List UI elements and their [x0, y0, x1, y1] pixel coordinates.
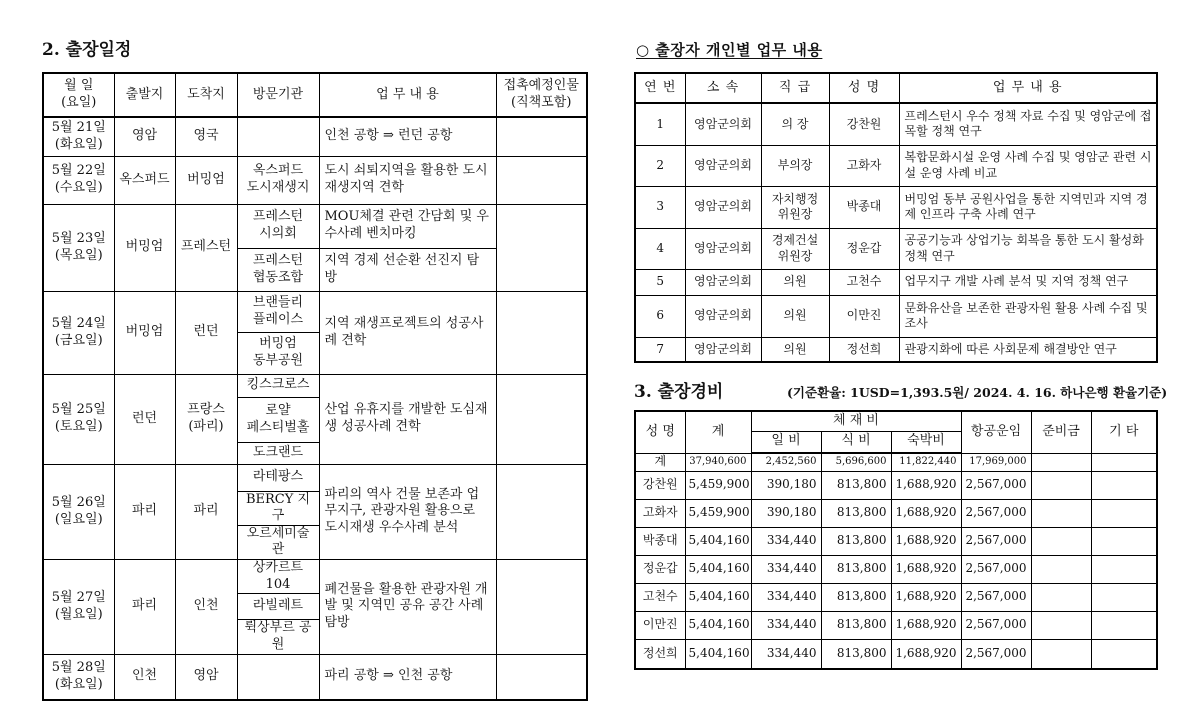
- position-cell: 부의장: [761, 145, 829, 186]
- institution-cell: 뤽상부르 공원: [237, 620, 319, 654]
- header-affiliation: 소 속: [685, 73, 761, 103]
- header-name: 성 명: [829, 73, 899, 103]
- airfare-cell: 2,567,000: [961, 527, 1031, 555]
- schedule-header-row: [43, 73, 587, 117]
- lodging-cell: 1,688,920: [891, 527, 961, 555]
- schedule-row: [43, 464, 587, 491]
- affiliation-cell: 영암군의회: [685, 337, 761, 362]
- affiliation-cell: 영암군의회: [685, 186, 761, 228]
- etc-cell: [1091, 583, 1157, 611]
- etc-cell: [1091, 639, 1157, 669]
- member-row: [635, 269, 1157, 295]
- meal-cell: 813,800: [821, 471, 891, 499]
- meal-cell: 813,800: [821, 611, 891, 639]
- daily-cell: 390,180: [751, 471, 821, 499]
- contact-cell: [496, 374, 587, 464]
- schedule-row: [43, 654, 587, 700]
- task-cell: 지역 경제 선순환 선진지 탐방: [319, 248, 496, 291]
- arrival-cell: 프랑스 (파리): [175, 374, 237, 464]
- header-airfare: 항공운임: [961, 411, 1031, 453]
- reserve-cell: [1031, 527, 1091, 555]
- name-cell: 정선희: [829, 337, 899, 362]
- daily-cell: 334,440: [751, 527, 821, 555]
- departure-cell: 버밍엄: [114, 204, 175, 291]
- etc-cell: [1091, 471, 1157, 499]
- header-total: 계: [685, 411, 751, 453]
- task-cell: 산업 유휴지를 개발한 도심재생 성공사례 견학: [319, 374, 496, 464]
- expense-row: [635, 639, 1157, 669]
- header-stay: 체 재 비: [751, 411, 961, 431]
- no-cell: 5: [635, 269, 685, 295]
- member-row: [635, 295, 1157, 337]
- date-cell: 5월 26일 (일요일): [43, 464, 114, 560]
- name-cell: 고천수: [635, 583, 685, 611]
- lodging-cell: 1,688,920: [891, 583, 961, 611]
- task-cell: 공공기능과 상업기능 회복을 통한 도시 활성화 정책 연구: [899, 228, 1157, 269]
- header-institution: 방문기관: [237, 73, 319, 117]
- members-header-row: [635, 73, 1157, 103]
- schedule-row: [43, 204, 587, 248]
- institution-cell: 오르세미술관: [237, 525, 319, 559]
- reserve-cell: [1031, 453, 1091, 471]
- total-cell: 5,459,900: [685, 499, 751, 527]
- institution-cell: 도크랜드: [237, 442, 319, 464]
- institution-cell: BERCY 지구: [237, 491, 319, 525]
- etc-cell: [1091, 555, 1157, 583]
- name-cell: 고천수: [829, 269, 899, 295]
- contact-cell: [496, 291, 587, 374]
- departure-cell: 버밍엄: [114, 291, 175, 374]
- task-cell: 인천 공항 ⇒ 런던 공항: [319, 117, 496, 156]
- name-cell: 정운갑: [829, 228, 899, 269]
- meal-cell: 813,800: [821, 555, 891, 583]
- header-etc: 기 타: [1091, 411, 1157, 453]
- header-position: 직 급: [761, 73, 829, 103]
- etc-cell: [1091, 527, 1157, 555]
- member-row: [635, 186, 1157, 228]
- institution-cell: [237, 117, 319, 156]
- name-cell: 박종대: [635, 527, 685, 555]
- affiliation-cell: 영암군의회: [685, 145, 761, 186]
- contact-cell: [496, 654, 587, 700]
- total-cell: 5,404,160: [685, 639, 751, 669]
- daily-cell: 390,180: [751, 499, 821, 527]
- task-cell: 파리의 역사 건물 보존과 업무지구, 관광자원 활용으로 도시재생 우수사례 분석: [319, 464, 496, 560]
- reserve-cell: [1031, 611, 1091, 639]
- arrival-cell: 파리: [175, 464, 237, 560]
- lodging-cell: 1,688,920: [891, 555, 961, 583]
- airfare-cell: 2,567,000: [961, 639, 1031, 669]
- departure-cell: 옥스퍼드: [114, 156, 175, 204]
- no-cell: 2: [635, 145, 685, 186]
- lodging-cell: 11,822,440: [891, 453, 961, 471]
- schedule-row: [43, 374, 587, 397]
- airfare-cell: 2,567,000: [961, 583, 1031, 611]
- institution-cell: 라빌레트: [237, 594, 319, 620]
- airfare-cell: 2,567,000: [961, 499, 1031, 527]
- etc-cell: [1091, 499, 1157, 527]
- contact-cell: [496, 204, 587, 291]
- expense-row: [635, 471, 1157, 499]
- task-cell: 관광지화에 따른 사회문제 해결방안 연구: [899, 337, 1157, 362]
- meal-cell: 813,800: [821, 583, 891, 611]
- header-lodging: 숙박비: [891, 431, 961, 453]
- contact-cell: [496, 156, 587, 204]
- expense-total-row: [635, 453, 1157, 471]
- name-cell: 고화자: [829, 145, 899, 186]
- no-cell: 7: [635, 337, 685, 362]
- expense-row: [635, 611, 1157, 639]
- institution-cell: 옥스퍼드 도시재생지: [237, 156, 319, 204]
- header-departure: 출발지: [114, 73, 175, 117]
- airfare-cell: 2,567,000: [961, 555, 1031, 583]
- reserve-cell: [1031, 555, 1091, 583]
- name-cell: 강찬원: [829, 103, 899, 145]
- total-cell: 5,404,160: [685, 583, 751, 611]
- task-cell: 파리 공항 ⇒ 인천 공항: [319, 654, 496, 700]
- schedule-heading: 2. 출장일정: [42, 40, 132, 60]
- arrival-cell: 인천: [175, 560, 237, 655]
- no-cell: 4: [635, 228, 685, 269]
- date-cell: 5월 22일 (수요일): [43, 156, 114, 204]
- task-cell: 버밍엄 동부 공원사업을 통한 지역민과 지역 경제 인프라 구축 사례 연구: [899, 186, 1157, 228]
- daily-cell: 334,440: [751, 555, 821, 583]
- date-cell: 5월 27일 (월요일): [43, 560, 114, 655]
- header-contacts: 접촉예정인물 (직책포함): [496, 73, 587, 117]
- name-cell: 박종대: [829, 186, 899, 228]
- daily-cell: 2,452,560: [751, 453, 821, 471]
- position-cell: 의원: [761, 295, 829, 337]
- airfare-cell: 17,969,000: [961, 453, 1031, 471]
- departure-cell: 파리: [114, 560, 175, 655]
- header-date: 월 일 (요일): [43, 73, 114, 117]
- reserve-cell: [1031, 639, 1091, 669]
- name-cell: 이만진: [829, 295, 899, 337]
- task-cell: MOU체결 관련 간담회 및 우수사례 벤치마킹: [319, 204, 496, 248]
- lodging-cell: 1,688,920: [891, 471, 961, 499]
- arrival-cell: 영국: [175, 117, 237, 156]
- etc-cell: [1091, 611, 1157, 639]
- contact-cell: [496, 560, 587, 655]
- exchange-rate-note: (기준환율: 1USD=1,393.5원/ 2024. 4. 16. 하나은행 환율기준): [787, 385, 1168, 400]
- reserve-cell: [1031, 471, 1091, 499]
- meal-cell: 813,800: [821, 499, 891, 527]
- expense-header-row: [635, 411, 1157, 431]
- expense-row: [635, 583, 1157, 611]
- total-cell: 37,940,600: [685, 453, 751, 471]
- task-cell: 문화유산을 보존한 관광자원 활용 사례 수집 및 조사: [899, 295, 1157, 337]
- task-cell: 복합문화시설 운영 사례 수집 및 영암군 관련 시설 운영 사례 비교: [899, 145, 1157, 186]
- schedule-row: [43, 560, 587, 594]
- name-cell: 정선희: [635, 639, 685, 669]
- affiliation-cell: 영암군의회: [685, 295, 761, 337]
- position-cell: 의 장: [761, 103, 829, 145]
- institution-cell: 브랜들리 플레이스: [237, 291, 319, 332]
- departure-cell: 인천: [114, 654, 175, 700]
- schedule-row: [43, 156, 587, 204]
- date-cell: 5월 23일 (목요일): [43, 204, 114, 291]
- airfare-cell: 2,567,000: [961, 611, 1031, 639]
- members-heading: ○ 출장자 개인별 업무 내용: [636, 41, 823, 59]
- schedule-row: [43, 291, 587, 332]
- contact-cell: [496, 117, 587, 156]
- position-cell: 자치행정 위원장: [761, 186, 829, 228]
- daily-cell: 334,440: [751, 639, 821, 669]
- task-cell: 업무지구 개발 사례 분석 및 지역 정책 연구: [899, 269, 1157, 295]
- name-cell: 강찬원: [635, 471, 685, 499]
- member-row: [635, 103, 1157, 145]
- arrival-cell: 버밍엄: [175, 156, 237, 204]
- arrival-cell: 영암: [175, 654, 237, 700]
- institution-cell: 라테팡스: [237, 464, 319, 491]
- affiliation-cell: 영암군의회: [685, 228, 761, 269]
- header-tasks: 업 무 내 용: [319, 73, 496, 117]
- header-name: 성 명: [635, 411, 685, 453]
- contact-cell: [496, 464, 587, 560]
- departure-cell: 파리: [114, 464, 175, 560]
- arrival-cell: 프레스턴: [175, 204, 237, 291]
- name-cell: 이만진: [635, 611, 685, 639]
- expense-row: [635, 499, 1157, 527]
- position-cell: 경제건설 위원장: [761, 228, 829, 269]
- name-cell: 고화자: [635, 499, 685, 527]
- lodging-cell: 1,688,920: [891, 639, 961, 669]
- member-row: [635, 228, 1157, 269]
- total-label-cell: 계: [635, 453, 685, 471]
- institution-cell: [237, 654, 319, 700]
- institution-cell: 상카르트104: [237, 560, 319, 594]
- header-meal: 식 비: [821, 431, 891, 453]
- schedule-row: [43, 117, 587, 156]
- task-cell: 지역 재생프로젝트의 성공사례 견학: [319, 291, 496, 374]
- departure-cell: 런던: [114, 374, 175, 464]
- no-cell: 6: [635, 295, 685, 337]
- header-reserve: 준비금: [1031, 411, 1091, 453]
- members-table: [634, 72, 1158, 363]
- institution-cell: 프레스턴 시의회: [237, 204, 319, 248]
- total-cell: 5,404,160: [685, 611, 751, 639]
- lodging-cell: 1,688,920: [891, 611, 961, 639]
- no-cell: 1: [635, 103, 685, 145]
- task-cell: 프레스턴시 우수 정책 자료 수집 및 영암군에 접목할 정책 연구: [899, 103, 1157, 145]
- departure-cell: 영암: [114, 117, 175, 156]
- affiliation-cell: 영암군의회: [685, 103, 761, 145]
- position-cell: 의원: [761, 337, 829, 362]
- schedule-table: [42, 72, 588, 701]
- header-daily: 일 비: [751, 431, 821, 453]
- total-cell: 5,459,900: [685, 471, 751, 499]
- arrival-cell: 런던: [175, 291, 237, 374]
- institution-cell: 프레스턴 협동조합: [237, 248, 319, 291]
- daily-cell: 334,440: [751, 583, 821, 611]
- expenses-heading: 3. 출장경비: [634, 382, 724, 402]
- total-cell: 5,404,160: [685, 555, 751, 583]
- header-tasks: 업 무 내 용: [899, 73, 1157, 103]
- meal-cell: 813,800: [821, 527, 891, 555]
- date-cell: 5월 21일 (화요일): [43, 117, 114, 156]
- header-no: 연 번: [635, 73, 685, 103]
- reserve-cell: [1031, 583, 1091, 611]
- expense-table: [634, 410, 1158, 670]
- date-cell: 5월 25일 (토요일): [43, 374, 114, 464]
- total-cell: 5,404,160: [685, 527, 751, 555]
- expense-row: [635, 527, 1157, 555]
- institution-cell: 로얄 페스티벌홀: [237, 397, 319, 442]
- reserve-cell: [1031, 499, 1091, 527]
- expense-row: [635, 555, 1157, 583]
- daily-cell: 334,440: [751, 611, 821, 639]
- member-row: [635, 337, 1157, 362]
- position-cell: 의원: [761, 269, 829, 295]
- meal-cell: 5,696,600: [821, 453, 891, 471]
- date-cell: 5월 28일 (화요일): [43, 654, 114, 700]
- member-row: [635, 145, 1157, 186]
- task-cell: 폐건물을 활용한 관광자원 개발 및 지역민 공유 공간 사례 탐방: [319, 560, 496, 655]
- institution-cell: 킹스크로스: [237, 374, 319, 397]
- no-cell: 3: [635, 186, 685, 228]
- affiliation-cell: 영암군의회: [685, 269, 761, 295]
- name-cell: 정운갑: [635, 555, 685, 583]
- etc-cell: [1091, 453, 1157, 471]
- lodging-cell: 1,688,920: [891, 499, 961, 527]
- header-arrival: 도착지: [175, 73, 237, 117]
- task-cell: 도시 쇠퇴지역을 활용한 도시 재생지역 견학: [319, 156, 496, 204]
- date-cell: 5월 24일 (금요일): [43, 291, 114, 374]
- institution-cell: 버밍엄 동부공원: [237, 332, 319, 374]
- meal-cell: 813,800: [821, 639, 891, 669]
- airfare-cell: 2,567,000: [961, 471, 1031, 499]
